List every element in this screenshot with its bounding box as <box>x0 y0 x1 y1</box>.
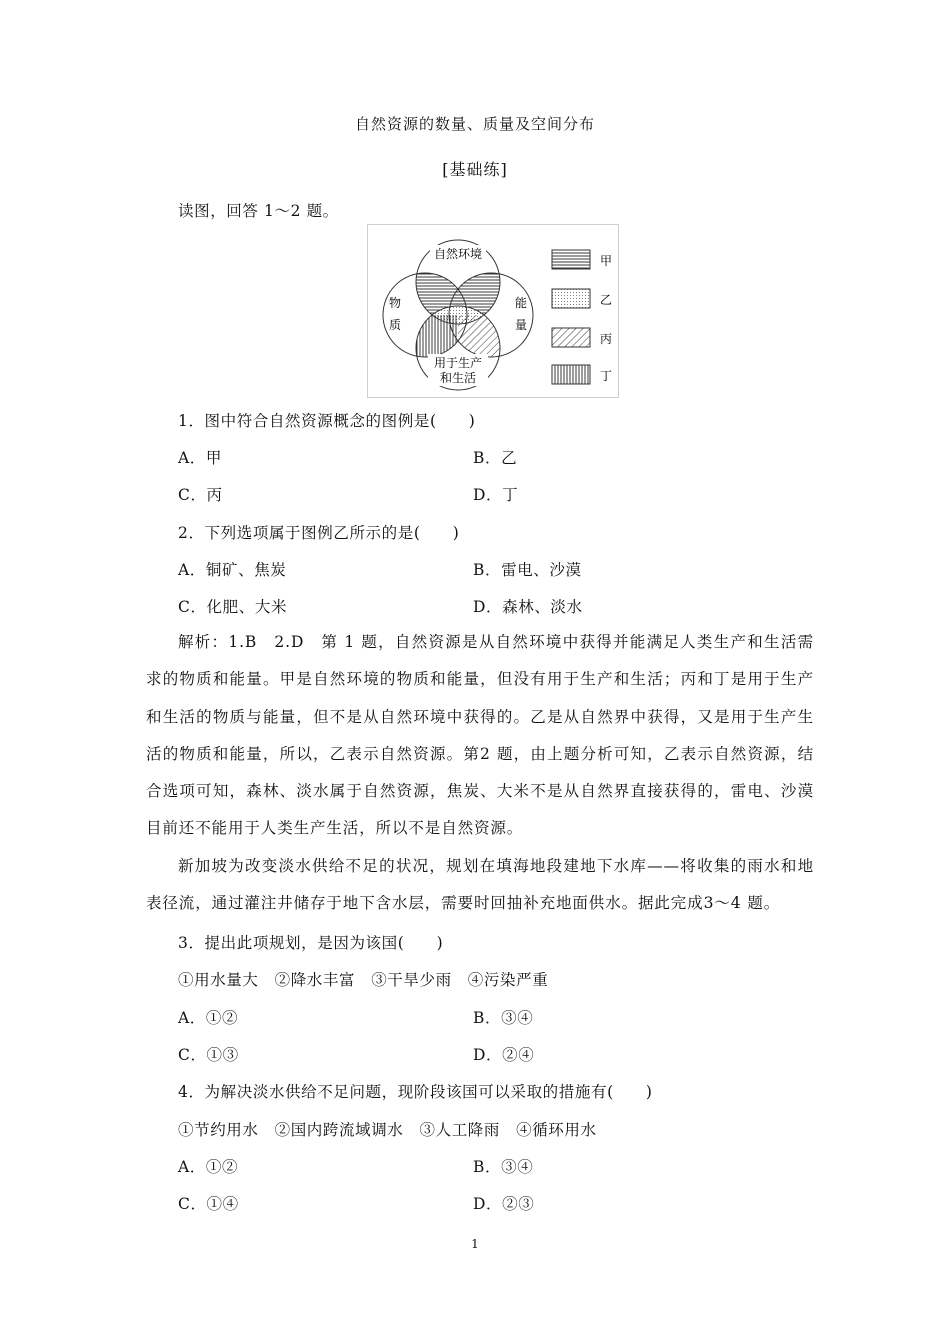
venn-diagram <box>368 225 618 397</box>
question-1-option-d: D．丁 <box>473 486 519 504</box>
question-3-option-b: B．③④ <box>473 1009 534 1027</box>
legend-label-bing: 丙 <box>600 332 613 346</box>
label-energy-2: 量 <box>514 318 528 332</box>
question-2-stem: 2．下列选项属于图例乙所示的是( ) <box>178 524 460 542</box>
label-material-1: 物 <box>388 296 402 310</box>
question-1-option-c: C．丙 <box>178 486 223 504</box>
question-1-option-b: B．乙 <box>473 449 518 467</box>
label-natural-environment: 自然环境 <box>433 247 483 261</box>
question-4-stem: 4．为解决淡水供给不足问题，现阶段该国可以采取的措施有( ) <box>178 1083 653 1101</box>
question-1-option-a: A．甲 <box>178 449 222 467</box>
question-2-option-d: D．森林、淡水 <box>473 598 583 616</box>
intro-text-2: 新加坡为改变淡水供给不足的状况，规划在填海地段建地下水库——将收集的雨水和地表径流，通过灌注井储存于地下含水层，需要时回抽补充地面供水。据此完成3～4 题。 <box>146 857 814 913</box>
question-2-option-a: A．铜矿、焦炭 <box>178 561 287 579</box>
document-title: 自然资源的数量、质量及空间分布 <box>354 115 595 133</box>
legend-swatch-ding <box>552 365 590 384</box>
question-4-option-a: A．①② <box>178 1158 239 1176</box>
page-number: 1 <box>471 1237 479 1251</box>
question-3-option-d: D．②④ <box>473 1046 535 1064</box>
question-3-statements: ①用水量大 ②降水丰富 ③干旱少雨 ④污染严重 <box>178 971 549 989</box>
legend-label-jia: 甲 <box>600 254 613 268</box>
legend-swatch-yi <box>552 289 590 308</box>
legend-swatch-jia <box>552 250 590 269</box>
question-1-stem: 1．图中符合自然资源概念的图例是( ) <box>178 412 476 430</box>
section-heading: [基础练] <box>442 160 508 179</box>
legend <box>552 250 612 384</box>
question-3-option-a: A．①② <box>178 1009 239 1027</box>
label-energy-1: 能 <box>514 296 528 310</box>
label-production-2: 和生活 <box>439 371 477 385</box>
legend-label-ding: 丁 <box>600 369 613 383</box>
label-material-2: 质 <box>388 318 402 332</box>
label-production-1: 用于生产 <box>433 356 483 370</box>
question-4-statements: ①节约用水 ②国内跨流域调水 ③人工降雨 ④循环用水 <box>178 1121 597 1139</box>
question-4-option-c: C．①④ <box>178 1195 239 1213</box>
analysis-paragraph: 解析：1.B 2.D 第 1 题，自然资源是从自然环境中获得并能满足人类生产和生活需求的物质和能量。甲是自然环境的物质和能量，但没有用于生产和生活；丙和丁是用于生产和生活的物质与能量，但不是从自然环境中获得的。乙是从自然界中获得，又是用于生产生活的物质和能量，所以，乙表示自然资源。第2 题，由上题分析可知，乙表示自然资源，结合选项可知，森林、淡水属于自然资源，焦炭、大米不是从自然界直接获得的，雷电、沙漠目前还不能用于人类生产生活，所以不是自然资源。 <box>146 633 814 838</box>
question-4-option-d: D．②③ <box>473 1195 535 1213</box>
venn-figure <box>367 224 619 398</box>
question-4-option-b: B．③④ <box>473 1158 534 1176</box>
question-3-option-c: C．①③ <box>178 1046 239 1064</box>
question-3-stem: 3．提出此项规划，是因为该国( ) <box>178 934 444 952</box>
question-2-option-b: B．雷电、沙漠 <box>473 561 582 579</box>
legend-swatch-bing <box>552 328 590 347</box>
question-2-option-c: C．化肥、大米 <box>178 598 288 616</box>
intro-text-1: 读图，回答 1～2 题。 <box>178 202 339 220</box>
legend-label-yi: 乙 <box>600 293 613 307</box>
